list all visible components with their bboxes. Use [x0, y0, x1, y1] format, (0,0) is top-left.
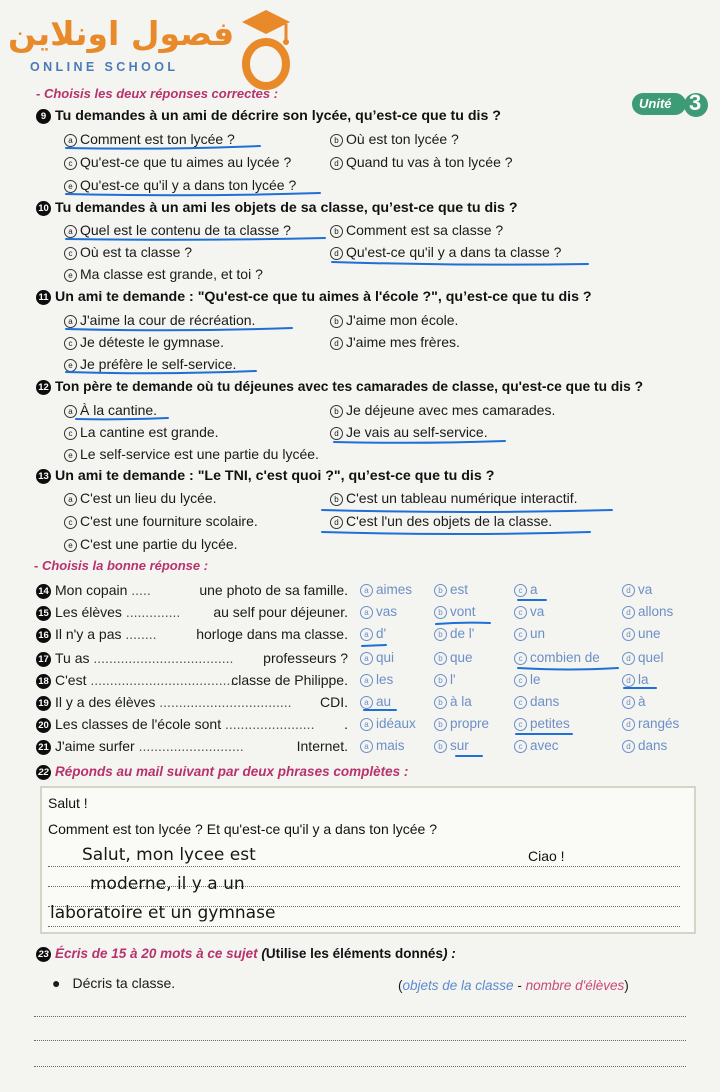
q11-option-b[interactable]: b J'aime mon école.	[330, 312, 458, 328]
fill-14-option-b[interactable]: b est	[434, 582, 468, 597]
q10-option-e[interactable]: e Ma classe est grande, et toi ?	[64, 266, 263, 282]
q12-option-b[interactable]: b Je déjeune avec mes camarades.	[330, 402, 555, 418]
fill-question-15: 15 Les élèves ..............	[36, 604, 180, 621]
logo-arabic: فصول اونلاين	[8, 14, 235, 53]
q13-option-b[interactable]: b C'est un tableau numérique interactif.	[330, 490, 577, 506]
fill-21-option-b[interactable]: b sur	[434, 738, 469, 753]
fill-21-option-c[interactable]: c avec	[514, 738, 559, 753]
question-13: 13 Un ami te demande : "Le TNI, c'est quoi ?", qu’est-ce que tu dis ?	[36, 468, 494, 484]
q12-option-d[interactable]: d Je vais au self-service.	[330, 424, 488, 440]
fill-17-option-d[interactable]: d quel	[622, 650, 664, 665]
q13-option-e[interactable]: e C'est une partie du lycée.	[64, 536, 238, 552]
section-title-correct-answers: - Choisis les deux réponses correctes :	[36, 86, 279, 101]
fill-question-14-end: une photo de sa famille.	[199, 582, 348, 598]
fill-question-17: 17 Tu as ....................................	[36, 650, 233, 667]
bullet-icon: ●	[52, 975, 61, 991]
fill-18-option-d[interactable]: d la	[622, 672, 649, 687]
q10-option-a[interactable]: a Quel est le contenu de ta classe ?	[64, 222, 291, 238]
fill-16-option-a[interactable]: a d'	[360, 626, 386, 641]
q10-option-b[interactable]: b Comment est sa classe ?	[330, 222, 503, 238]
answer-line-2[interactable]: moderne, il y a un	[90, 874, 245, 894]
fill-15-option-c[interactable]: c va	[514, 604, 544, 619]
fill-19-option-a[interactable]: a au	[360, 694, 391, 709]
fill-question-21: 21 J'aime surfer ...........................	[36, 738, 244, 755]
mail-greeting: Salut !	[48, 795, 88, 811]
question-10: 10 Tu demandes à un ami les objets de sa classe, qu’est-ce que tu dis ?	[36, 200, 518, 216]
q9-option-c[interactable]: c Qu'est-ce que tu aimes au lycée ?	[64, 154, 291, 170]
fill-question-14: 14 Mon copain .....	[36, 582, 151, 599]
q9-option-d[interactable]: d Quand tu vas à ton lycée ?	[330, 154, 513, 170]
unit-number: 3	[689, 90, 702, 115]
fill-15-option-d[interactable]: d allons	[622, 604, 673, 619]
fill-14-option-d[interactable]: d va	[622, 582, 652, 597]
fill-20-option-d[interactable]: d rangés	[622, 716, 679, 731]
question-12: 12 Ton père te demande où tu déjeunes avec tes camarades de classe, qu'est-ce que tu dis ?	[36, 379, 643, 395]
q11-option-c[interactable]: c Je déteste le gymnase.	[64, 334, 224, 350]
fill-19-option-c[interactable]: c dans	[514, 694, 559, 709]
unit-label: Unité	[639, 96, 672, 111]
fill-16-option-d[interactable]: d une	[622, 626, 661, 641]
fill-question-19-end: CDI.	[320, 694, 348, 710]
fill-21-option-a[interactable]: a mais	[360, 738, 405, 753]
fill-question-18: 18 C'est ......................................	[36, 672, 238, 689]
answer-line-3[interactable]: laboratoire et un gymnase	[50, 903, 276, 923]
fill-16-option-b[interactable]: b de l'	[434, 626, 474, 641]
fill-14-option-c[interactable]: c a	[514, 582, 538, 597]
q13-option-a[interactable]: a C'est un lieu du lycée.	[64, 490, 217, 506]
fill-19-option-d[interactable]: d à	[622, 694, 646, 709]
fill-question-18-end: classe de Philippe.	[231, 672, 348, 688]
fill-18-option-a[interactable]: a les	[360, 672, 393, 687]
fill-14-option-a[interactable]: a aimes	[360, 582, 412, 597]
q11-option-e[interactable]: e Je préfère le self-service.	[64, 356, 236, 372]
task-bullet-item: ● Décris ta classe.	[52, 975, 176, 991]
q13-option-c[interactable]: c C'est une fourniture scolaire.	[64, 513, 258, 529]
fill-question-16: 16 Il n'y a pas ........	[36, 626, 157, 643]
q11-option-d[interactable]: d J'aime mes frères.	[330, 334, 460, 350]
fill-15-option-a[interactable]: a vas	[360, 604, 397, 619]
question-23: 23 Écris de 15 à 20 mots à ce sujet (Utilise les éléments donnés) :	[36, 946, 456, 962]
fill-question-20-end: .	[344, 716, 348, 732]
fill-16-option-c[interactable]: c un	[514, 626, 545, 641]
fill-question-15-end: au self pour déjeuner.	[213, 604, 348, 620]
fill-question-19: 19 Il y a des élèves ..................................	[36, 694, 292, 711]
fill-18-option-b[interactable]: b l'	[434, 672, 456, 687]
fill-17-option-c[interactable]: c combien de	[514, 650, 600, 665]
mail-closing: Ciao !	[528, 848, 565, 864]
q13-option-d[interactable]: d C'est l'un des objets de la classe.	[330, 513, 552, 529]
question-9: 9 Tu demandes à un ami de décrire son lycée, qu’est-ce que tu dis ?	[36, 108, 501, 124]
fill-15-option-b[interactable]: b vont	[434, 604, 476, 619]
fill-19-option-b[interactable]: b à la	[434, 694, 472, 709]
fill-18-option-c[interactable]: c le	[514, 672, 541, 687]
logo-english: ONLINE SCHOOL	[30, 60, 179, 74]
fill-17-option-b[interactable]: b que	[434, 650, 473, 665]
fill-question-21-end: Internet.	[296, 738, 348, 754]
q12-option-e[interactable]: e Le self-service est une partie du lycée.	[64, 446, 319, 462]
fill-21-option-d[interactable]: d dans	[622, 738, 667, 753]
q12-option-c[interactable]: c La cantine est grande.	[64, 424, 219, 440]
fill-question-17-end: professeurs ?	[263, 650, 348, 666]
q11-option-a[interactable]: a J'aime la cour de récréation.	[64, 312, 255, 328]
logo-graduation-icon	[236, 2, 296, 90]
q9-option-e[interactable]: e Qu'est-ce qu'il y a dans ton lycée ?	[64, 177, 296, 193]
task-hint: (objets de la classe - nombre d'élèves)	[398, 978, 629, 993]
fill-question-20: 20 Les classes de l'école sont .......................	[36, 716, 314, 733]
q9-option-b[interactable]: b Où est ton lycée ?	[330, 131, 459, 147]
fill-20-option-a[interactable]: a idéaux	[360, 716, 416, 731]
section-title-good-answer: - Choisis la bonne réponse :	[34, 558, 209, 573]
question-11: 11 Un ami te demande : "Qu'est-ce que tu aimes à l'école ?", qu’est-ce que tu dis ?	[36, 289, 592, 305]
q10-option-c[interactable]: c Où est ta classe ?	[64, 244, 192, 260]
q10-option-d[interactable]: d Qu'est-ce qu'il y a dans ta classe ?	[330, 244, 561, 260]
fill-20-option-c[interactable]: c petites	[514, 716, 570, 731]
fill-17-option-a[interactable]: a qui	[360, 650, 394, 665]
mail-question: Comment est ton lycée ? Et qu'est-ce qu'il y a dans ton lycée ?	[48, 821, 437, 837]
fill-question-16-end: horloge dans ma classe.	[196, 626, 348, 642]
q9-option-a[interactable]: a Comment est ton lycée ?	[64, 131, 235, 147]
question-22: 22 Réponds au mail suivant par deux phrases complètes :	[36, 764, 408, 780]
fill-20-option-b[interactable]: b propre	[434, 716, 489, 731]
answer-line-1[interactable]: Salut, mon lycee est	[82, 845, 256, 865]
q12-option-a[interactable]: a À la cantine.	[64, 402, 157, 418]
